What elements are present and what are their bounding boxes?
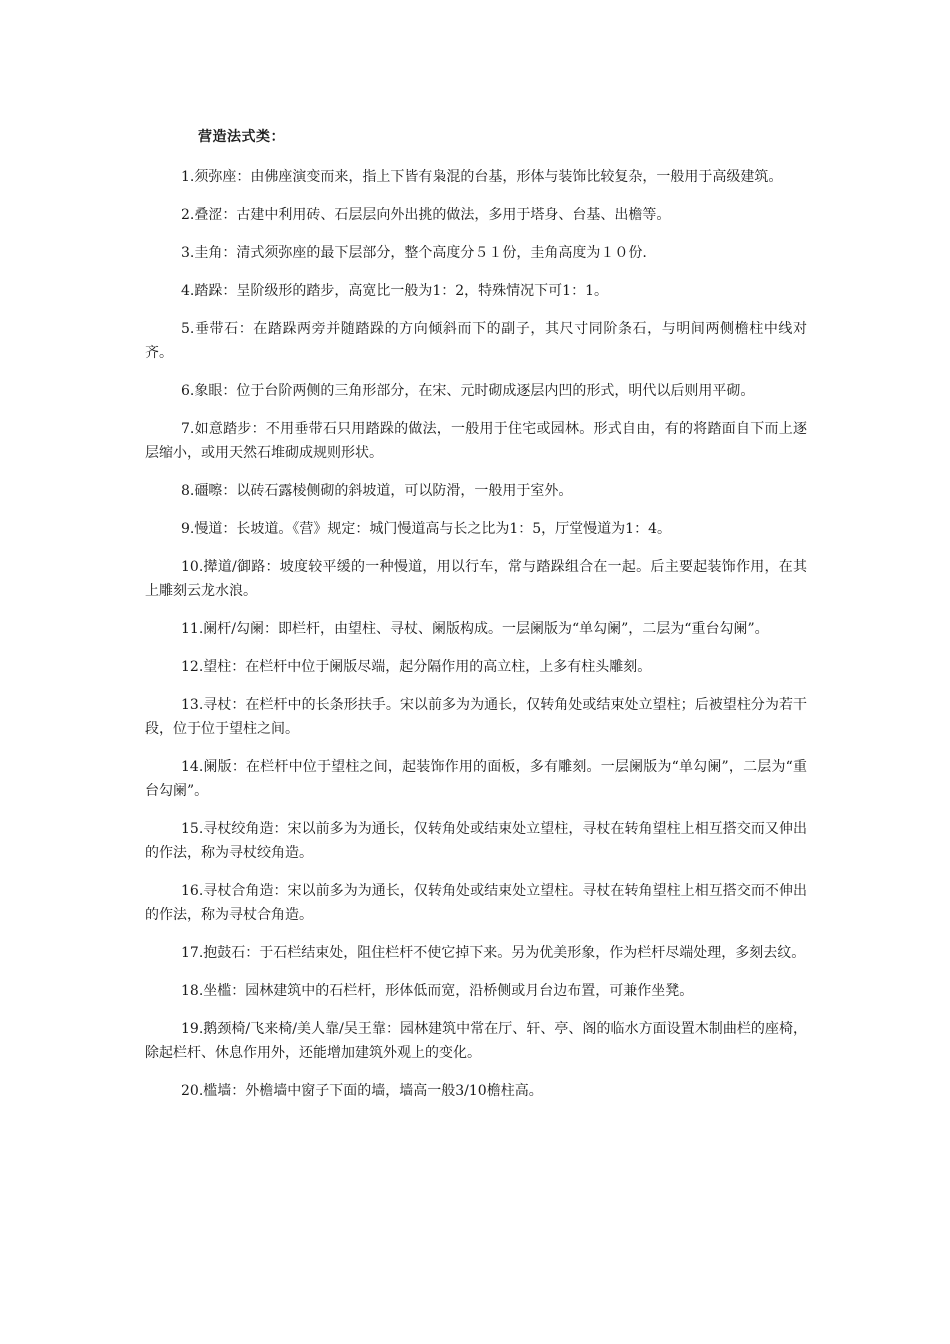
- glossary-entry: 9.慢道：长坡道。《营》规定：城门慢道高与长之比为1：5，厅堂慢道为1：4。: [181, 521, 671, 537]
- section-heading: 营造法式类：: [198, 129, 285, 145]
- glossary-entry: 20.槛墙：外檐墙中窗子下面的墙，墙高一般3/10檐柱高。: [181, 1083, 543, 1099]
- glossary-entry: 2.叠涩：古建中利用砖、石层层向外出挑的做法，多用于塔身、台基、出檐等。: [181, 207, 671, 223]
- glossary-list: [145, 165, 807, 1117]
- glossary-entry: 19.鹅颈椅/飞来椅/美人靠/吴王靠：园林建筑中常在厅、轩、亭、阁的临水方面设置木制曲栏的座椅，除起栏杆、休息作用外，还能增加建筑外观上的变化。: [145, 1021, 807, 1061]
- glossary-entry: 16.寻杖合角造：宋以前多为为通长，仅转角处或结束处立望柱。寻杖在转角望柱上相互搭交而不伸出的作法，称为寻杖合角造。: [145, 883, 807, 923]
- glossary-entry: 13.寻杖：在栏杆中的长条形扶手。宋以前多为为通长，仅转角处或结束处立望柱；后被望柱分为若干段，位于位于望柱之间。: [145, 697, 807, 737]
- glossary-entry: 8.礓嚓：以砖石露棱侧砌的斜坡道，可以防滑，一般用于室外。: [181, 483, 573, 499]
- glossary-entry: 4.踏跺：呈阶级形的踏步，高宽比一般为1：2，特殊情况下可1：1。: [181, 283, 608, 299]
- glossary-entry: 3.圭角：清式须弥座的最下层部分，整个高度分５１份，圭角高度为１０份.: [181, 245, 647, 261]
- glossary-entry: 15.寻杖绞角造：宋以前多为为通长，仅转角处或结束处立望柱，寻杖在转角望柱上相互搭交而又伸出的作法，称为寻杖绞角造。: [145, 821, 807, 861]
- glossary-entry: 7.如意踏步：不用垂带石只用踏跺的做法，一般用于住宅或园林。形式自由，有的将踏面自下而上逐层缩小，或用天然石堆砌成规则形状。: [145, 421, 807, 461]
- glossary-entry: 14.阑版：在栏杆中位于望柱之间，起装饰作用的面板，多有雕刻。一层阑版为“单勾阑”，二层为“重台勾阑”。: [145, 759, 807, 799]
- glossary-entry: 6.象眼：位于台阶两侧的三角形部分，在宋、元时砌成逐层内凹的形式，明代以后则用平砌。: [181, 383, 755, 399]
- glossary-entry: 10.撵道/御路：坡度较平缓的一种慢道，用以行车，常与踏跺组合在一起。后主要起装饰作用，在其上雕刻云龙水浪。: [145, 559, 807, 599]
- glossary-entry: 1.须弥座：由佛座演变而来，指上下皆有枭混的台基，形体与装饰比较复杂，一般用于高级建筑。: [181, 169, 783, 185]
- glossary-entry: 18.坐槛：园林建筑中的石栏杆，形体低而宽，沿桥侧或月台边布置，可兼作坐凳。: [181, 983, 694, 999]
- glossary-entry: 11.阑杆/勾阑：即栏杆，由望柱、寻杖、阑版构成。一层阑版为“单勾阑”，二层为“重台勾阑”。: [181, 621, 769, 637]
- glossary-entry: 17.抱鼓石：于石栏结束处，阻住栏杆不使它掉下来。另为优美形象，作为栏杆尽端处理，多刻去纹。: [181, 945, 806, 961]
- glossary-entry: 5.垂带石：在踏跺两旁并随踏跺的方向倾斜而下的副子，其尺寸同阶条石，与明间两侧檐柱中线对齐。: [145, 321, 807, 361]
- glossary-entry: 12.望柱：在栏杆中位于阑版尽端，起分隔作用的高立柱，上多有柱头雕刻。: [181, 659, 652, 675]
